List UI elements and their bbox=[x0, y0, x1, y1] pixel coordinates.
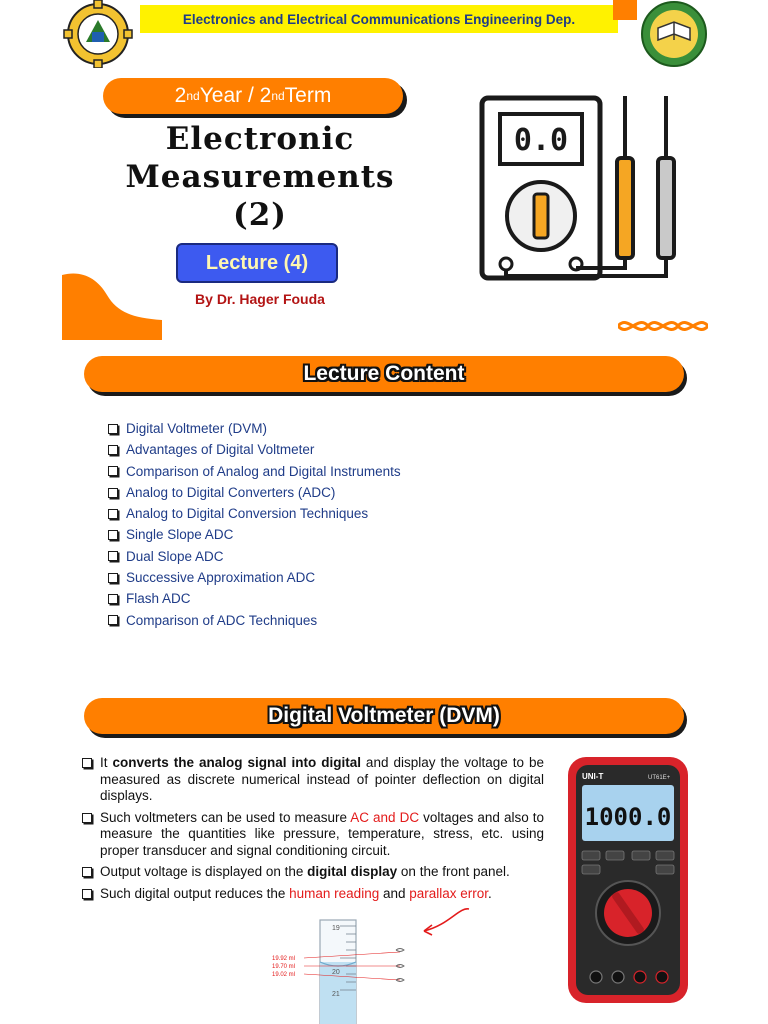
dvm-bullet bbox=[82, 864, 544, 881]
cylinder-reading: 19.02 ml bbox=[272, 972, 296, 978]
list-item-label: Comparison of ADC Techniques bbox=[126, 612, 318, 628]
university-book-logo-icon bbox=[640, 0, 708, 68]
checkbox-bullet-icon bbox=[108, 488, 118, 498]
decorative-orange-tab bbox=[613, 0, 637, 20]
dvm-bold-text: digital display bbox=[307, 864, 398, 879]
list-item-label: Digital Voltmeter (DVM) bbox=[126, 421, 268, 436]
checkbox-bullet-icon bbox=[82, 889, 92, 899]
year-ordinal: nd bbox=[186, 89, 200, 103]
dvm-text: Such digital output reduces the bbox=[100, 885, 290, 901]
list-item bbox=[108, 418, 401, 439]
lecture-number-badge bbox=[176, 243, 338, 283]
cylinder-tick-label: 20 bbox=[332, 969, 340, 976]
dvm-bullet-list bbox=[82, 755, 544, 907]
dvm-bullet bbox=[82, 810, 544, 860]
cylinder-tick-label: 19 bbox=[332, 925, 340, 932]
list-item bbox=[108, 610, 401, 631]
list-item bbox=[108, 503, 401, 524]
dvm-bullet bbox=[82, 755, 544, 805]
title-line-1: Electronic bbox=[165, 121, 355, 157]
list-item-label: Analog to Digital Conversion Techniques bbox=[126, 506, 369, 522]
checkbox-bullet-icon bbox=[108, 466, 118, 476]
list-item-label: Comparison of Analog and Digital Instruments bbox=[126, 463, 401, 479]
lecture-label: Lecture (4) bbox=[205, 251, 309, 274]
list-item bbox=[108, 546, 401, 567]
dvm-text: and bbox=[379, 885, 410, 901]
dmm-model: UT61E+ bbox=[648, 775, 671, 781]
department-name: Electronics and Electrical Communications Engineering Dep. bbox=[182, 11, 576, 27]
meter-icon-display: 0.0 bbox=[513, 123, 569, 158]
year-number: 2 bbox=[174, 84, 187, 107]
dvm-bullet bbox=[82, 886, 544, 903]
course-title bbox=[100, 120, 420, 234]
list-item-label: Analog to Digital Converters (ADC) bbox=[126, 484, 336, 500]
checkbox-bullet-icon bbox=[108, 594, 118, 604]
list-item bbox=[108, 461, 401, 482]
department-banner bbox=[140, 5, 618, 33]
dvm-highlight-text: parallax error bbox=[409, 885, 489, 901]
dvm-heading bbox=[84, 698, 684, 734]
year-mid-text: Year / 2 bbox=[199, 84, 272, 107]
graduated-cylinder-icon bbox=[270, 912, 420, 1024]
multimeter-illustration-icon bbox=[470, 88, 690, 293]
checkbox-bullet-icon bbox=[108, 445, 118, 455]
decorative-blob-shape bbox=[62, 270, 162, 340]
decorative-wave-icon bbox=[618, 318, 708, 334]
curved-arrow-icon bbox=[414, 905, 474, 940]
dvm-text: . bbox=[488, 885, 492, 901]
dvm-highlight-text: AC and DC bbox=[350, 809, 420, 825]
cylinder-reading: 19.92 ml bbox=[272, 956, 296, 962]
dvm-title: Digital Voltmeter (DVM) bbox=[268, 704, 500, 727]
checkbox-bullet-icon bbox=[82, 867, 92, 877]
dvm-text: voltages and also to measure the quantities like pressure, temperature, stress, etc. using proper transducer and signal conditioning circuit. bbox=[100, 809, 544, 858]
checkbox-bullet-icon bbox=[108, 551, 118, 561]
list-item-label: Advantages of Digital Voltmeter bbox=[126, 442, 315, 458]
lecture-content-heading bbox=[84, 356, 684, 392]
lecture-content-title: Lecture Content bbox=[303, 362, 465, 385]
dvm-text: and display the voltage to be measured as discrete numerical instead of pointer deflection on digital displays. bbox=[100, 755, 544, 803]
dvm-highlight-text: human reading bbox=[289, 885, 380, 901]
lecture-content-list bbox=[108, 418, 401, 631]
digital-multimeter-photo bbox=[566, 755, 690, 1005]
list-item-label: Single Slope ADC bbox=[126, 527, 234, 543]
list-item bbox=[108, 588, 401, 609]
title-line-3: (2) bbox=[233, 197, 287, 233]
dvm-text: on the front panel. bbox=[397, 864, 510, 879]
faculty-gear-logo-icon bbox=[62, 0, 134, 68]
author-name: By Dr. Hager Fouda bbox=[195, 291, 325, 307]
list-item bbox=[108, 567, 401, 588]
dvm-bold-text: converts the analog signal into digital bbox=[112, 755, 361, 770]
list-item bbox=[108, 439, 401, 460]
dvm-text: Output voltage is displayed on the bbox=[100, 864, 308, 879]
dvm-text: It bbox=[100, 755, 113, 770]
cylinder-tick-label: 21 bbox=[332, 991, 340, 998]
year-term-badge bbox=[103, 78, 403, 114]
checkbox-bullet-icon bbox=[108, 424, 118, 434]
dmm-brand: UNI-T bbox=[582, 772, 604, 781]
dvm-text: Such voltmeters can be used to measure bbox=[100, 809, 351, 825]
list-item bbox=[108, 524, 401, 545]
list-item-label: Dual Slope ADC bbox=[126, 548, 224, 564]
checkbox-bullet-icon bbox=[108, 615, 118, 625]
title-line-2: Measurements bbox=[125, 159, 395, 195]
list-item-label: Successive Approximation ADC bbox=[126, 570, 316, 586]
checkbox-bullet-icon bbox=[108, 530, 118, 540]
checkbox-bullet-icon bbox=[82, 813, 92, 823]
list-item bbox=[108, 482, 401, 503]
term-ordinal: nd bbox=[271, 89, 285, 103]
cylinder-reading: 19.70 ml bbox=[272, 964, 296, 970]
term-text: Term bbox=[284, 84, 332, 107]
checkbox-bullet-icon bbox=[108, 573, 118, 583]
checkbox-bullet-icon bbox=[82, 758, 92, 768]
dmm-reading: 1000.0 bbox=[584, 803, 672, 831]
checkbox-bullet-icon bbox=[108, 509, 118, 519]
list-item-label: Flash ADC bbox=[126, 591, 191, 607]
